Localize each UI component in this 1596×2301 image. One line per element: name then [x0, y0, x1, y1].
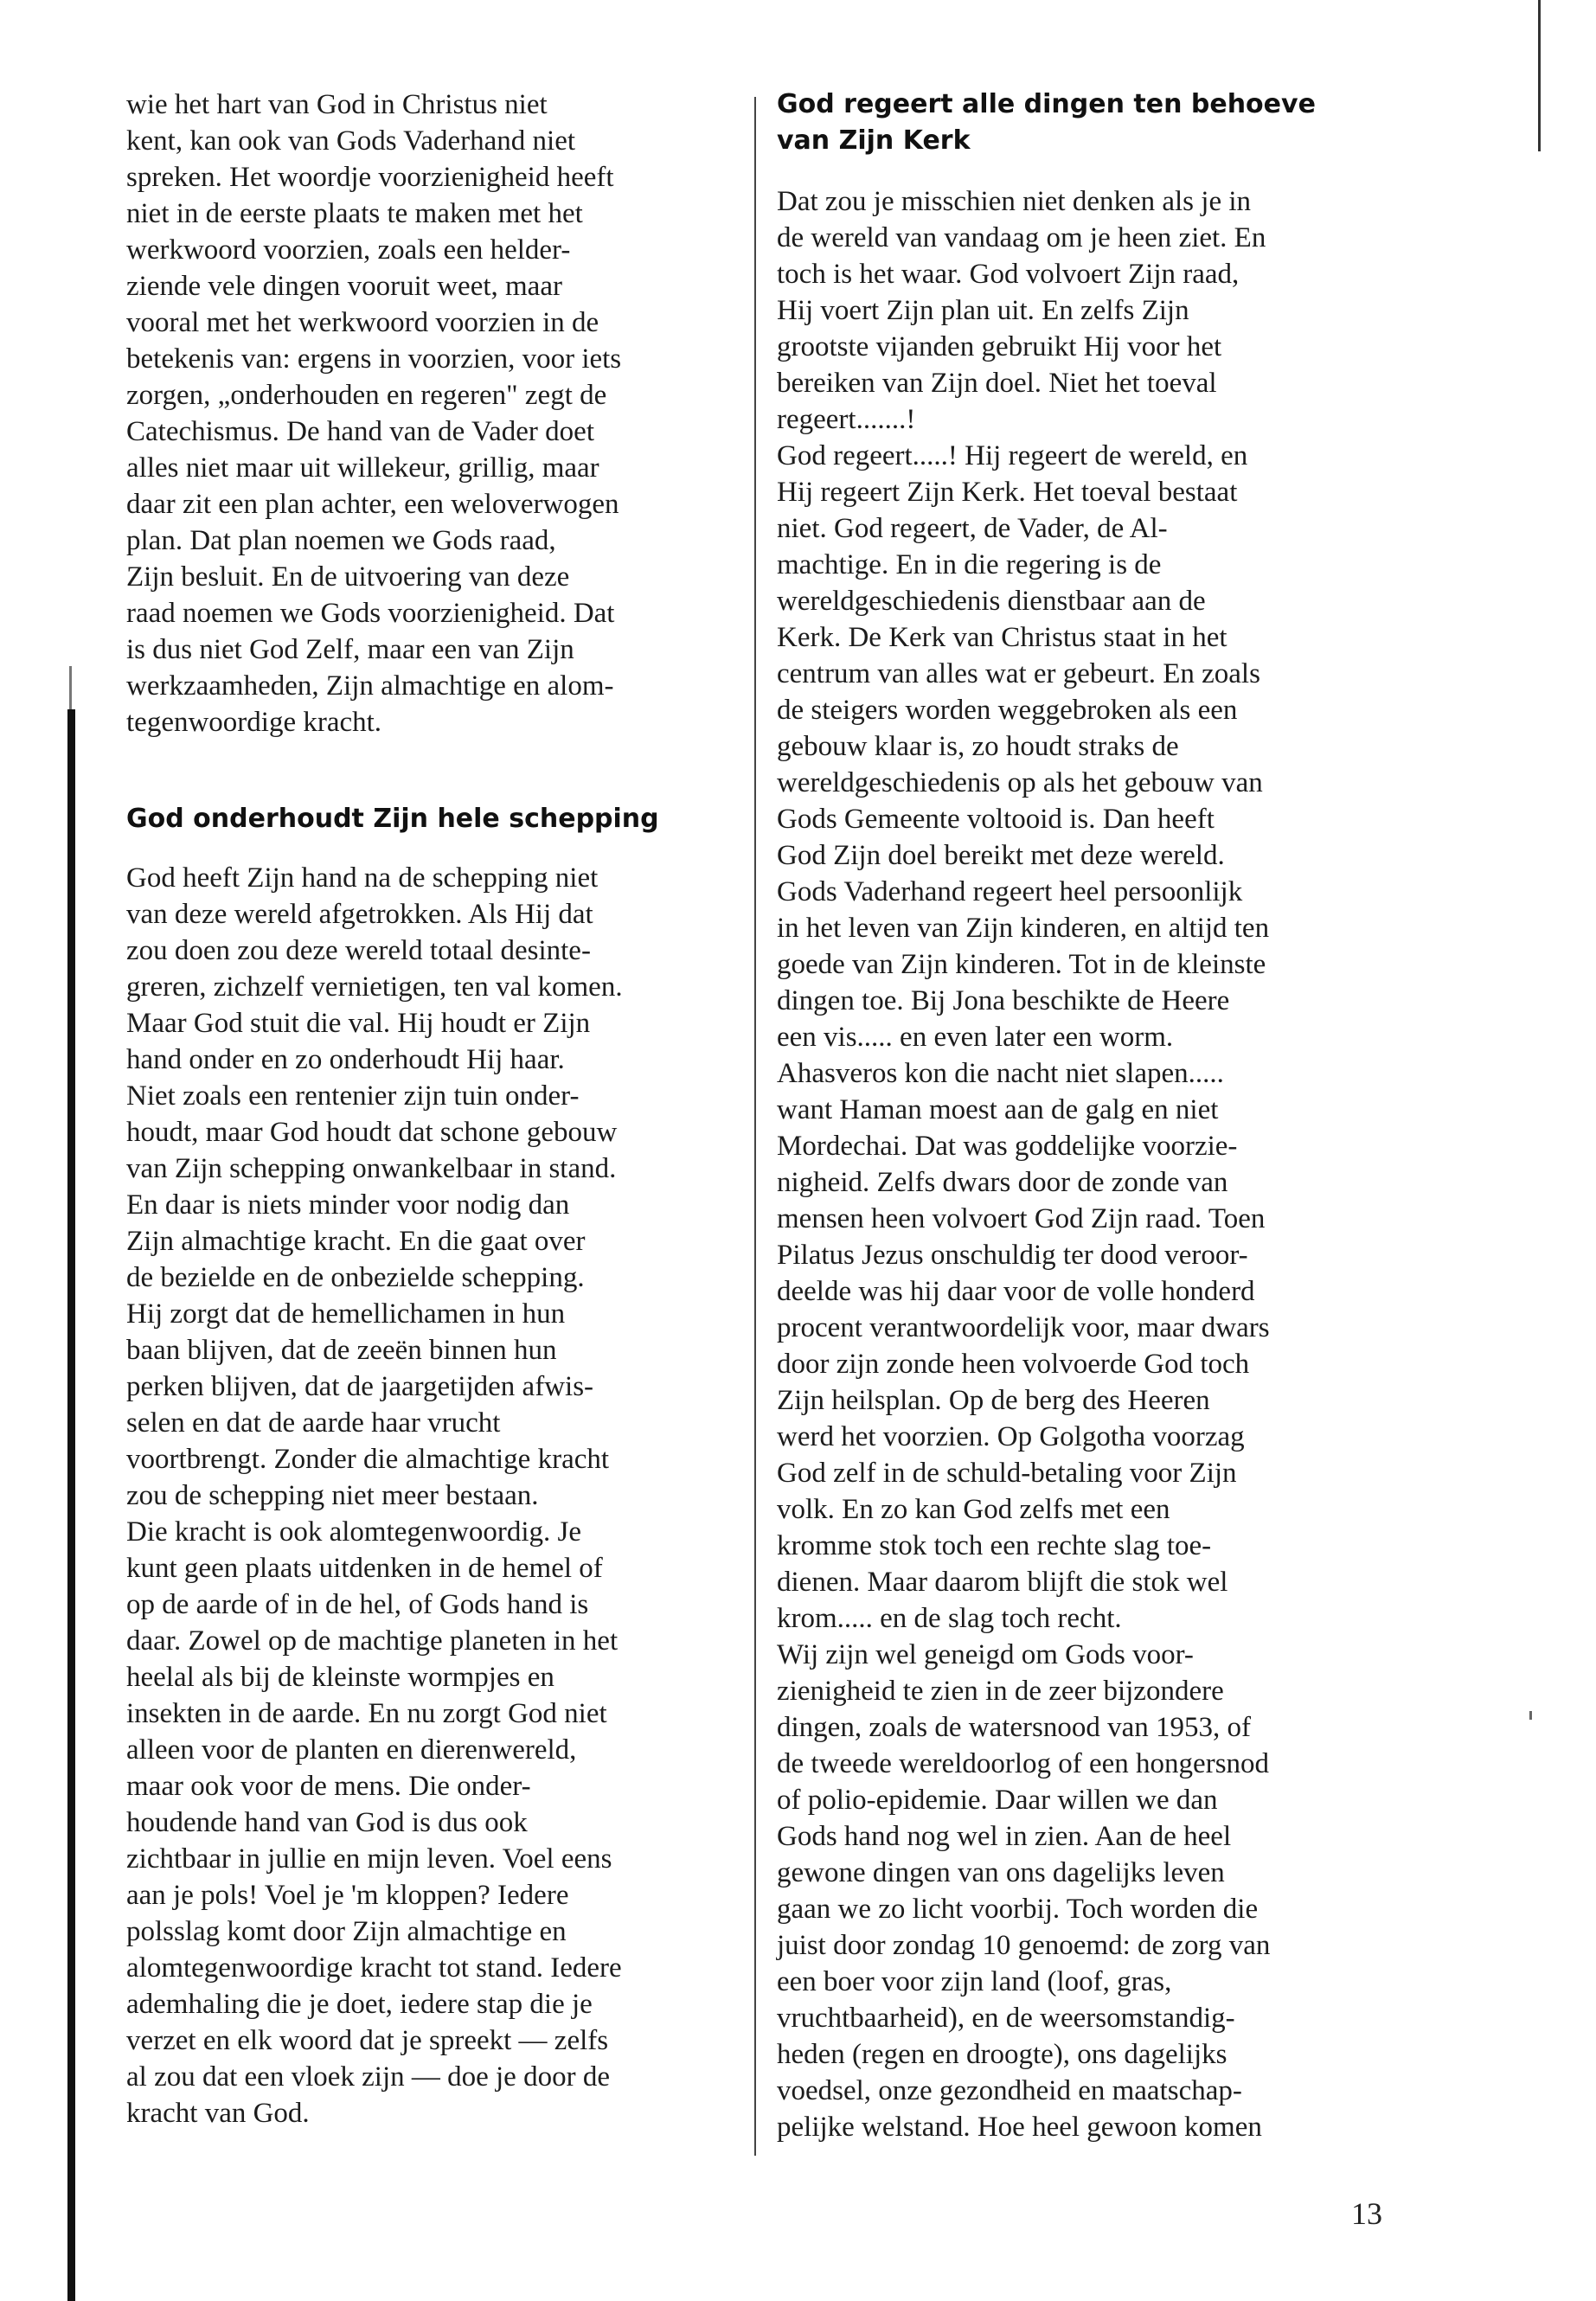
text-line: Zijn heilsplan. Op de berg des Heeren: [777, 1385, 1210, 1416]
text-line: van deze wereld afgetrokken. Als Hij dat: [126, 899, 593, 930]
text-line: houdende hand van God is dus ook: [126, 1807, 528, 1838]
text-line: Wij zijn wel geneigd om Gods voor-: [777, 1639, 1194, 1670]
text-line: dingen, zoals de watersnood van 1953, of: [777, 1712, 1252, 1743]
text-line: Die kracht is ook alomtegenwoordig. Je: [126, 1516, 582, 1548]
text-line: kunt geen plaats uitdenken in de hemel of: [126, 1553, 603, 1584]
text-line: En daar is niets minder voor nodig dan: [126, 1189, 570, 1221]
right-paragraph-1: [777, 183, 1382, 2145]
text-line: ziende vele dingen vooruit weet, maar: [126, 271, 562, 302]
text-line: Zijn almachtige kracht. En die gaat over: [126, 1226, 586, 1257]
text-line: heden (regen en droogte), ons dagelijks: [777, 2039, 1227, 2070]
section-heading: God onderhoudt Zijn hele schepping: [126, 804, 659, 834]
left-paragraph-1: [126, 87, 732, 740]
text-line: op de aarde of in de hel, of Gods hand is: [126, 1589, 589, 1620]
text-line: een vis..... en even later een worm.: [777, 1022, 1174, 1053]
text-line: verzet en elk woord dat je spreekt — zelfs: [126, 2025, 609, 2056]
text-line: kent, kan ook van Gods Vaderhand niet: [126, 125, 576, 157]
text-line: mensen heen volvoert God Zijn raad. Toen: [777, 1203, 1266, 1234]
text-line: Zijn besluit. En de uitvoering van deze: [126, 561, 570, 593]
text-line: goede van Zijn kinderen. Tot in de kleinste: [777, 949, 1266, 980]
text-line: zichtbaar in jullie en mijn leven. Voel eens: [126, 1843, 612, 1875]
text-line: God heeft Zijn hand na de schepping niet: [126, 862, 599, 894]
heading-gap: [777, 159, 1382, 183]
heading-gap: [126, 837, 732, 860]
text-line: tegenwoordige kracht.: [126, 707, 382, 738]
section-heading-line-1: God regeert alle dingen ten behoeve: [777, 89, 1316, 119]
text-line: Gods Gemeente voltooid is. Dan heeft: [777, 804, 1215, 835]
text-line: Dat zou je misschien niet denken als je in: [777, 186, 1252, 217]
text-line: van Zijn schepping onwankelbaar in stand.: [126, 1153, 617, 1184]
left-paragraph-2: [126, 860, 732, 2131]
text-line: gewone dingen van ons dagelijks leven: [777, 1857, 1225, 1888]
left-column: [126, 87, 732, 2131]
text-line: hand onder en zo onderhoudt Hij haar.: [126, 1044, 565, 1075]
text-line: Gods Vaderhand regeert heel persoonlijk: [777, 876, 1243, 907]
text-line: de tweede wereldoorlog of een hongersnod: [777, 1748, 1270, 1779]
text-line: werd het voorzien. Op Golgotha voorzag: [777, 1421, 1245, 1452]
text-line: daar. Zowel op de machtige planeten in het: [126, 1625, 619, 1657]
text-line: deelde was hij daar voor de volle honderd: [777, 1276, 1255, 1307]
column-divider: [754, 97, 756, 2156]
text-line: bereiken van Zijn doel. Niet het toeval: [777, 368, 1217, 399]
text-line: Gods hand nog wel in zien. Aan de heel: [777, 1821, 1232, 1852]
text-line: is dus niet God Zelf, maar een van Zijn: [126, 634, 574, 665]
text-line: houdt, maar God houdt dat schone gebouw: [126, 1117, 618, 1148]
text-line: perken blijven, dat de jaargetijden afwis-: [126, 1371, 594, 1402]
text-line: God regeert.....! Hij regeert de wereld, en: [777, 440, 1248, 471]
text-line: Hij regeert Zijn Kerk. Het toeval bestaat: [777, 477, 1238, 508]
text-line: regeert.......!: [777, 404, 916, 435]
text-line: voedsel, onze gezondheid en maatschap-: [777, 2075, 1242, 2106]
text-line: centrum van alles wat er gebeurt. En zoals: [777, 658, 1260, 689]
text-line: daar zit een plan achter, een weloverwogen: [126, 489, 619, 520]
right-column: [777, 87, 1382, 2145]
page-number: 13: [1351, 2196, 1382, 2231]
text-line: voortbrengt. Zonder die almachtige kracht: [126, 1444, 610, 1475]
text-line: God zelf in de schuld-betaling voor Zijn: [777, 1458, 1237, 1489]
text-line: krom..... en de slag toch recht.: [777, 1603, 1122, 1634]
text-line: plan. Dat plan noemen we Gods raad,: [126, 525, 556, 556]
text-line: door zijn zonde heen volvoerde God toch: [777, 1349, 1250, 1380]
text-line: Hij voert Zijn plan uit. En zelfs Zijn: [777, 295, 1189, 326]
text-line: Hij zorgt dat de hemellichamen in hun: [126, 1298, 566, 1330]
section-gap: [126, 740, 732, 801]
text-line: insekten in de aarde. En nu zorgt God niet: [126, 1698, 607, 1729]
text-line: raad noemen we Gods voorzienigheid. Dat: [126, 598, 615, 629]
text-line: de bezielde en de onbezielde schepping.: [126, 1262, 585, 1293]
text-line: machtige. En in die regering is de: [777, 549, 1162, 580]
text-line: werkwoord voorzien, zoals een helder-: [126, 234, 571, 266]
text-line: want Haman moest aan de galg en niet: [777, 1094, 1219, 1125]
text-line: al zou dat een vloek zijn — doe je door de: [126, 2061, 610, 2093]
text-line: Ahasveros kon die nacht niet slapen.....: [777, 1058, 1224, 1089]
text-line: Mordechai. Dat was goddelijke voorzie-: [777, 1131, 1238, 1162]
text-line: zorgen, „onderhouden en regeren" zegt de: [126, 380, 607, 411]
text-line: de wereld van vandaag om je heen ziet. En: [777, 222, 1266, 253]
text-line: polsslag komt door Zijn almachtige en: [126, 1916, 567, 1947]
text-line: kromme stok toch een rechte slag toe-: [777, 1530, 1212, 1561]
text-line: vooral met het werkwoord voorzien in de: [126, 307, 599, 338]
text-line: niet. God regeert, de Vader, de Al-: [777, 513, 1168, 544]
text-line: zienigheid te zien in de zeer bijzondere: [777, 1676, 1224, 1707]
text-line: grootste vijanden gebruikt Hij voor het: [777, 331, 1222, 362]
text-line: aan je pols! Voel je 'm kloppen? Iedere: [126, 1880, 569, 1911]
text-line: niet in de eerste plaats te maken met het: [126, 198, 583, 229]
text-line: ademhaling die je doet, iedere stap die je: [126, 1989, 593, 2020]
text-line: wie het hart van God in Christus niet: [126, 89, 548, 120]
scan-speck: [1529, 1711, 1532, 1720]
text-line: Kerk. De Kerk van Christus staat in het: [777, 622, 1227, 653]
scan-right-edge: [1538, 0, 1541, 151]
text-line: kracht van God.: [126, 2098, 310, 2129]
text-line: heelal als bij de kleinste wormpjes en: [126, 1662, 554, 1693]
text-line: nigheid. Zelfs dwars door de zonde van: [777, 1167, 1228, 1198]
text-line: of polio-epidemie. Daar willen we dan: [777, 1785, 1218, 1816]
text-line: een boer voor zijn land (loof, gras,: [777, 1966, 1172, 1997]
text-line: gebouw klaar is, zo houdt straks de: [777, 731, 1179, 762]
text-line: Maar God stuit die val. Hij houdt er Zijn: [126, 1008, 591, 1039]
text-line: zou doen zou deze wereld totaal desinte-: [126, 935, 591, 966]
text-line: procent verantwoordelijk voor, maar dwars: [777, 1312, 1270, 1343]
text-line: wereldgeschiedenis op als het gebouw van: [777, 767, 1263, 798]
text-line: pelijke welstand. Hoe heel gewoon komen: [777, 2112, 1262, 2143]
text-line: volk. En zo kan God zelfs met een: [777, 1494, 1170, 1525]
text-line: juist door zondag 10 genoemd: de zorg van: [777, 1930, 1271, 1961]
text-line: betekenis van: ergens in voorzien, voor iets: [126, 343, 622, 375]
text-line: alleen voor de planten en dierenwereld,: [126, 1734, 577, 1766]
text-line: vruchtbaarheid), en de weersomstandig-: [777, 2003, 1235, 2034]
text-line: Catechismus. De hand van de Vader doet: [126, 416, 594, 447]
text-line: dienen. Maar daarom blijft die stok wel: [777, 1567, 1228, 1598]
text-line: Pilatus Jezus onschuldig ter dood veroor-: [777, 1240, 1248, 1271]
text-line: de steigers worden weggebroken als een: [777, 695, 1238, 726]
text-line: alles niet maar uit willekeur, grillig, maar: [126, 452, 599, 484]
text-line: gaan we zo licht voorbij. Toch worden die: [777, 1894, 1259, 1925]
text-line: alomtegenwoordige kracht tot stand. Iedere: [126, 1952, 622, 1984]
text-line: wereldgeschiedenis dienstbaar aan de: [777, 586, 1206, 617]
text-line: toch is het waar. God volvoert Zijn raad,: [777, 259, 1240, 290]
text-line: werkzaamheden, Zijn almachtige en alom-: [126, 670, 614, 702]
text-line: spreken. Het woordje voorzienigheid heeft: [126, 162, 614, 193]
scan-left-edge: [67, 709, 75, 2301]
text-line: Niet zoals een rentenier zijn tuin onder-: [126, 1080, 580, 1112]
section-heading-line-2: van Zijn Kerk: [777, 125, 971, 156]
text-line: God Zijn doel bereikt met deze wereld.: [777, 840, 1225, 871]
text-line: maar ook voor de mens. Die onder-: [126, 1771, 531, 1802]
text-line: in het leven van Zijn kinderen, en altijd ten: [777, 913, 1270, 944]
text-line: selen en dat de aarde haar vrucht: [126, 1407, 501, 1439]
text-line: dingen toe. Bij Jona beschikte de Heere: [777, 985, 1230, 1016]
text-line: zou de schepping niet meer bestaan.: [126, 1480, 539, 1511]
text-line: greren, zichzelf vernietigen, ten val komen.: [126, 971, 623, 1003]
text-line: baan blijven, dat de zeeën binnen hun: [126, 1335, 557, 1366]
